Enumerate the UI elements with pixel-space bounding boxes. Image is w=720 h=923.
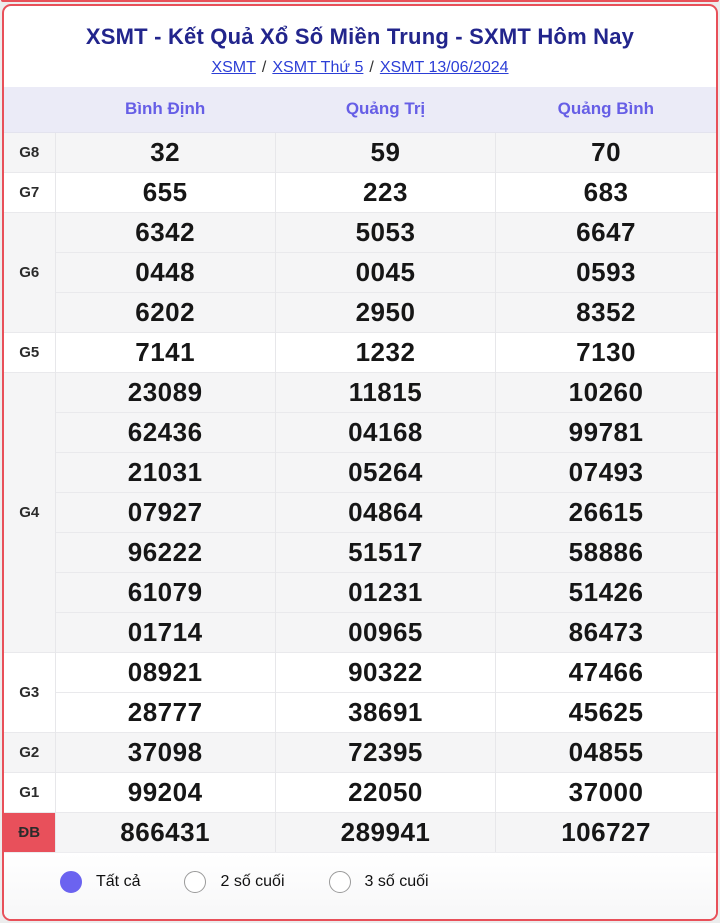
result-cell: 866431 xyxy=(55,812,275,852)
result-cell: 04168 xyxy=(275,412,495,452)
table-row xyxy=(4,532,716,572)
result-cell: 51517 xyxy=(275,532,495,572)
result-cell: 6647 xyxy=(496,212,716,252)
prize-label-G5: G5 xyxy=(4,332,55,372)
result-cell: 0448 xyxy=(55,252,275,292)
table-row xyxy=(4,292,716,332)
result-cell: 28777 xyxy=(55,692,275,732)
breadcrumb-link-xsmt-thu-5[interactable]: XSMT Thứ 5 xyxy=(272,59,364,76)
breadcrumb-separator: / xyxy=(261,59,267,76)
table-row xyxy=(4,612,716,652)
radio-unselected-icon[interactable] xyxy=(329,871,351,893)
prize-label-G2: G2 xyxy=(4,732,55,772)
prize-label-G3: G3 xyxy=(4,652,55,732)
result-cell: 00965 xyxy=(275,612,495,652)
result-cell: 289941 xyxy=(275,812,495,852)
breadcrumb xyxy=(14,59,706,77)
table-row xyxy=(4,812,716,852)
result-cell: 6202 xyxy=(55,292,275,332)
result-cell: 6342 xyxy=(55,212,275,252)
prize-label-G6: G6 xyxy=(4,212,55,332)
result-cell: 61079 xyxy=(55,572,275,612)
result-cell: 47466 xyxy=(496,652,716,692)
result-cell: 99781 xyxy=(496,412,716,452)
result-cell: 51426 xyxy=(496,572,716,612)
table-row xyxy=(4,772,716,812)
result-cell: 223 xyxy=(275,172,495,212)
result-cell: 11815 xyxy=(275,372,495,412)
result-cell: 99204 xyxy=(55,772,275,812)
filter-option-label: 2 số cuối xyxy=(220,873,285,890)
filter-option-label: Tất cả xyxy=(96,873,141,890)
result-cell: 07927 xyxy=(55,492,275,532)
result-cell: 62436 xyxy=(55,412,275,452)
prize-label-G8: G8 xyxy=(4,132,55,172)
filter-option-label: 3 số cuối xyxy=(364,873,429,890)
card-header xyxy=(4,6,716,87)
table-row xyxy=(4,732,716,772)
result-cell: 01714 xyxy=(55,612,275,652)
table-row xyxy=(4,332,716,372)
result-cell: 58886 xyxy=(496,532,716,572)
result-cell: 7141 xyxy=(55,332,275,372)
result-cell: 72395 xyxy=(275,732,495,772)
result-cell: 04864 xyxy=(275,492,495,532)
result-cell: 86473 xyxy=(496,612,716,652)
result-cell: 0593 xyxy=(496,252,716,292)
table-row xyxy=(4,172,716,212)
lottery-results-card xyxy=(2,4,718,921)
result-cell: 04855 xyxy=(496,732,716,772)
prize-label-G4: G4 xyxy=(4,372,55,652)
prize-label-G1: G1 xyxy=(4,772,55,812)
radio-selected-icon[interactable] xyxy=(60,871,82,893)
corner-cell xyxy=(4,87,55,132)
prize-label-G7: G7 xyxy=(4,172,55,212)
result-cell: 38691 xyxy=(275,692,495,732)
column-header-binh-dinh: Bình Định xyxy=(55,87,275,132)
radio-unselected-icon[interactable] xyxy=(184,871,206,893)
result-cell: 90322 xyxy=(275,652,495,692)
table-row xyxy=(4,132,716,172)
previous-card-edge xyxy=(1,0,719,2)
result-cell: 08921 xyxy=(55,652,275,692)
table-row xyxy=(4,652,716,692)
result-cell: 21031 xyxy=(55,452,275,492)
result-cell: 23089 xyxy=(55,372,275,412)
result-cell: 07493 xyxy=(496,452,716,492)
result-cell: 05264 xyxy=(275,452,495,492)
table-row xyxy=(4,452,716,492)
column-header-quang-binh: Quảng Bình xyxy=(496,87,716,132)
result-cell: 683 xyxy=(496,172,716,212)
column-header-quang-tri: Quảng Trị xyxy=(275,87,495,132)
result-cell: 37098 xyxy=(55,732,275,772)
result-cell: 106727 xyxy=(496,812,716,852)
table-row xyxy=(4,572,716,612)
page-title: XSMT - Kết Quả Xổ Số Miền Trung - SXMT Hôm Nay xyxy=(85,24,635,49)
result-cell: 37000 xyxy=(496,772,716,812)
result-cell: 1232 xyxy=(275,332,495,372)
result-cell: 70 xyxy=(496,132,716,172)
table-row xyxy=(4,692,716,732)
filter-option-last-3-digits[interactable] xyxy=(329,871,429,893)
result-cell: 2950 xyxy=(275,292,495,332)
breadcrumb-separator: / xyxy=(369,59,374,76)
result-cell: 26615 xyxy=(496,492,716,532)
result-cell: 01231 xyxy=(275,572,495,612)
result-cell: 96222 xyxy=(55,532,275,572)
breadcrumb-link-xsmt-date[interactable]: XSMT 13/06/2024 xyxy=(379,59,509,76)
result-cell: 8352 xyxy=(496,292,716,332)
result-cell: 0045 xyxy=(275,252,495,292)
result-cell: 10260 xyxy=(496,372,716,412)
result-cell: 45625 xyxy=(496,692,716,732)
result-cell: 655 xyxy=(55,172,275,212)
result-cell: 32 xyxy=(55,132,275,172)
results-table xyxy=(4,87,716,852)
table-header-row xyxy=(4,87,716,132)
breadcrumb-link-xsmt[interactable]: XSMT xyxy=(211,59,256,76)
result-cell: 5053 xyxy=(275,212,495,252)
table-row xyxy=(4,492,716,532)
filter-option-all[interactable] xyxy=(60,871,140,893)
result-cell: 7130 xyxy=(496,332,716,372)
table-row xyxy=(4,372,716,412)
table-row xyxy=(4,212,716,252)
filter-option-last-2-digits[interactable] xyxy=(184,871,284,893)
table-row xyxy=(4,252,716,292)
prize-label-ĐB: ĐB xyxy=(4,812,55,852)
result-cell: 59 xyxy=(275,132,495,172)
display-filter-bar xyxy=(4,852,716,919)
result-cell: 22050 xyxy=(275,772,495,812)
table-row xyxy=(4,412,716,452)
